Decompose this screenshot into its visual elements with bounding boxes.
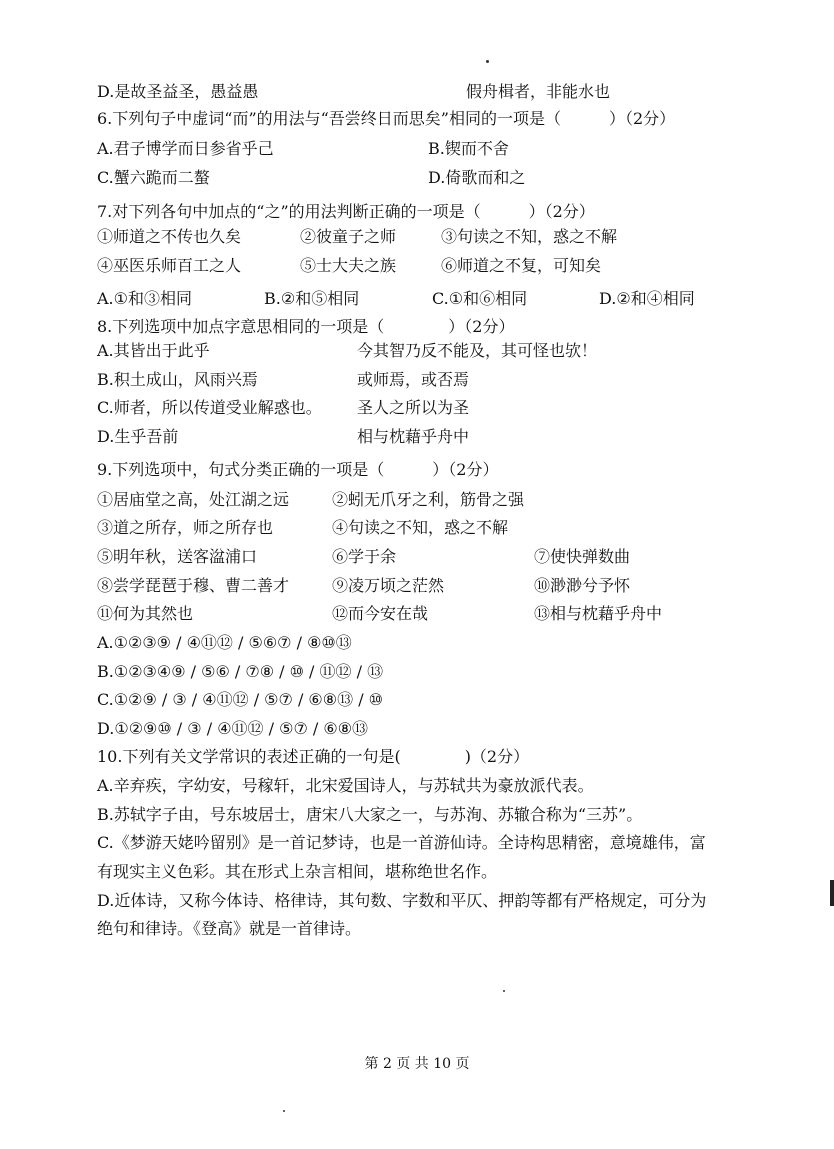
q7-option-d: D.②和④相同 bbox=[599, 289, 695, 308]
q9-sentence-12: ⑫而今安在哉 bbox=[332, 604, 429, 623]
q9-sentence-8: ⑧尝学琵琶于穆、曹二善才 bbox=[97, 576, 290, 595]
q7-sentence-6: ⑥师道之不复，可知矣 bbox=[441, 256, 602, 275]
q5-option-d-left: D.是故圣益圣，愚益愚 bbox=[97, 82, 259, 101]
q7-sentence-5: ⑤士大夫之族 bbox=[300, 256, 397, 275]
q8-option-c-left: C.师者，所以传道受业解惑也。 bbox=[97, 398, 322, 417]
q7-option-b: B.②和⑤相同 bbox=[264, 289, 360, 308]
q7-sentence-3: ③句读之不知，惑之不解 bbox=[441, 227, 618, 246]
q7-option-c: C.①和⑥相同 bbox=[432, 289, 528, 308]
q9-sentence-1: ①居庙堂之高，处江湖之远 bbox=[97, 490, 290, 509]
q8-option-d-left: D.生乎吾前 bbox=[97, 427, 179, 446]
q9-option-c: C.①②⑨ / ③ / ④⑪⑫ / ⑤⑦ / ⑥⑧⑬ / ⑩ bbox=[97, 690, 384, 709]
q9-sentence-10: ⑩渺渺兮予怀 bbox=[534, 576, 631, 595]
page-footer: 第 2 页 共 10 页 bbox=[364, 1056, 470, 1072]
q9-sentence-11: ⑪何为其然也 bbox=[97, 604, 194, 623]
q9-sentence-9: ⑨凌万顷之茫然 bbox=[332, 576, 445, 595]
q8-option-b-left: B.积土成山，风雨兴焉 bbox=[97, 370, 258, 389]
q5-option-d-right: 假舟楫者，非能水也 bbox=[466, 82, 611, 101]
q9-option-d: D.①②⑨⑩ / ③ / ④⑪⑫ / ⑤⑦ / ⑥⑧⑬ bbox=[97, 719, 369, 738]
q9-sentence-6: ⑥学于余 bbox=[332, 547, 397, 566]
q10-option-b: B.苏轼字子由，号东坡居士，唐宋八大家之一，与苏洵、苏辙合称为“三苏”。 bbox=[97, 805, 643, 824]
q9-sentence-5: ⑤明年秋，送客湓浦口 bbox=[97, 547, 258, 566]
q8-option-d-right: 相与枕藉乎舟中 bbox=[357, 427, 470, 446]
q7-sentence-1: ①师道之不传也久矣 bbox=[97, 227, 242, 246]
q9-option-a: A.①②③⑨ / ④⑪⑫ / ⑤⑥⑦ / ⑧⑩⑬ bbox=[97, 633, 352, 652]
q6-option-a: A.君子博学而日参省乎己 bbox=[97, 139, 274, 158]
q9-option-b: B.①②③④⑨ / ⑤⑥ / ⑦⑧ / ⑩ / ⑪⑫ / ⑬ bbox=[97, 662, 384, 681]
q10-option-c-line1: C.《梦游天姥吟留别》是一首记梦诗，也是一首游仙诗。全诗构思精密，意境雄伟，富 bbox=[97, 833, 706, 852]
q7-sentence-4: ④巫医乐师百工之人 bbox=[97, 256, 242, 275]
q10-stem: 10.下列有关文学常识的表述正确的一句是( )（2分） bbox=[97, 747, 530, 766]
q9-sentence-2: ②蚓无爪牙之利，筋骨之强 bbox=[332, 490, 525, 509]
q6-option-c: C.蟹六跪而二螯 bbox=[97, 168, 210, 187]
q7-stem: 7.对下列各句中加点的“之”的用法判断正确的一项是（ ）（2分） bbox=[97, 202, 595, 221]
q10-option-d-line2: 绝句和律诗。《登高》就是一首律诗。 bbox=[97, 919, 362, 938]
scan-edge-mark bbox=[830, 880, 834, 906]
q6-option-b: B.锲而不舍 bbox=[428, 139, 509, 158]
q7-sentence-2: ②彼童子之师 bbox=[300, 227, 397, 246]
q6-option-d: D.倚歌而和之 bbox=[428, 168, 526, 187]
q9-sentence-4: ④句读之不知，惑之不解 bbox=[332, 518, 509, 537]
q10-option-a: A.辛弃疾，字幼安，号稼轩，北宋爱国诗人，与苏轼共为豪放派代表。 bbox=[97, 776, 594, 795]
q7-option-a: A.①和③相同 bbox=[97, 289, 192, 308]
q8-option-b-right: 或师焉，或否焉 bbox=[357, 370, 470, 389]
q8-option-a-right: 今其智乃反不能及，其可怪也欤！ bbox=[357, 341, 598, 360]
q10-option-d-line1: D.近体诗，又称今体诗、格律诗，其句数、字数和平仄、押韵等都有严格规定，可分为 bbox=[97, 891, 707, 910]
q9-sentence-3: ③道之所存，师之所存也 bbox=[97, 518, 274, 537]
q9-stem: 9.下列选项中，句式分类正确的一项是（ ）（2分） bbox=[97, 460, 499, 479]
q6-stem: 6.下列句子中虚词“而”的用法与“吾尝终日而思矣”相同的一项是（ ）（2分） bbox=[97, 109, 676, 128]
scan-speck bbox=[283, 1110, 285, 1112]
scan-speck bbox=[486, 60, 489, 63]
q8-option-c-right: 圣人之所以为圣 bbox=[357, 398, 470, 417]
q8-option-a-left: A.其皆出于此乎 bbox=[97, 341, 210, 360]
q9-sentence-7: ⑦使快弹数曲 bbox=[534, 547, 631, 566]
q10-option-c-line2: 有现实主义色彩。其在形式上杂言相间，堪称绝世名作。 bbox=[97, 862, 498, 881]
scan-speck bbox=[503, 990, 505, 992]
q8-stem: 8.下列选项中加点字意思相同的一项是（ ）（2分） bbox=[97, 317, 515, 336]
q9-sentence-13: ⑬相与枕藉乎舟中 bbox=[534, 604, 663, 623]
